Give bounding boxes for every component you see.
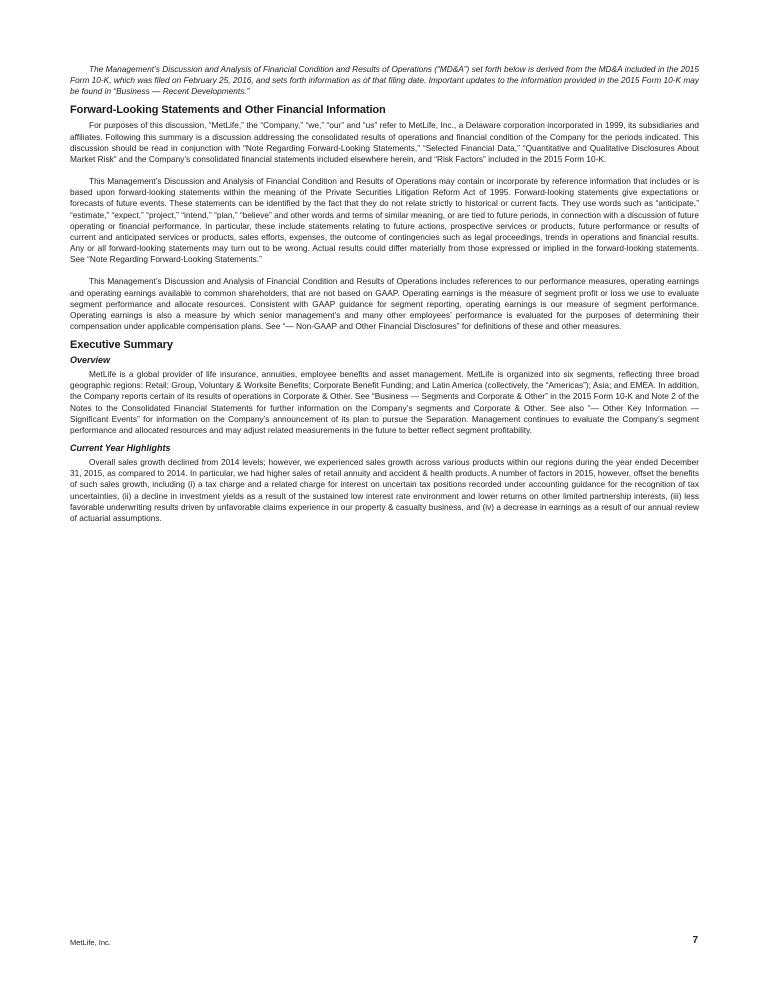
- overview-paragraph: MetLife is a global provider of life insurance, annuities, employee benefits and asset management. MetLife is organized into six segments, reflecting three broad geographic regions: Retail; Group, Voluntary & Worksite Benefits; Corporate Benefit Funding; and Latin America (collectively, the “Americas”); Asia; and EMEA. In addition, the Company reports certain of its results of operations in Corporate & Other. See “Business — Segments and Corporate & Other” in the 2015 Form 10-K and Note 2 of the Notes to the Consolidated Financial Statements for further information on the Company’s segments and Corporate & Other. See also “— Other Key Information — Significant Events” for information on the Company’s announcement of its plan to pursue the Separation. Management continues to evaluate the Company’s segment performance and allocated resources and may adjust related measurements in the future to better reflect segment profitability.: [70, 369, 699, 435]
- overview-heading: Overview: [70, 355, 111, 366]
- executive-summary-heading: Executive Summary: [70, 339, 173, 352]
- page-number: 7: [692, 935, 698, 946]
- highlights-heading: Current Year Highlights: [70, 443, 171, 454]
- footer-company: MetLife, Inc.: [70, 938, 111, 947]
- forward-looking-paragraph-1: For purposes of this discussion, “MetLife,” the “Company,” “we,” “our” and “us” refer to MetLife, Inc., a Delaware corporation incorporated in 1999, its subsidiaries and affiliates. Following this summary is a discussion addressing the consolidated results of operations and financial condition of the Company for the periods indicated. This discussion should be read in conjunction with “Note Regarding Forward-Looking Statements,” “Selected Financial Data,” “Quantitative and Qualitative Disclosures About Market Risk” and the Company’s consolidated financial statements included elsewhere herein, and “Risk Factors” included in the 2015 Form 10-K.: [70, 120, 699, 164]
- intro-paragraph: The Management’s Discussion and Analysis of Financial Condition and Results of Operations (“MD&A”) set forth below is derived from the MD&A included in the 2015 Form 10-K, which was filed on February 25, 2016, and sets forth information as of that filing date. Important updates to the information provided in the 2015 Form 10-K may be found in “Business — Recent Developments.”: [70, 64, 699, 97]
- forward-looking-heading: Forward-Looking Statements and Other Financial Information: [70, 104, 386, 117]
- forward-looking-paragraph-3: This Management’s Discussion and Analysis of Financial Condition and Results of Operations includes references to our performance measures, operating earnings and operating earnings available to common shareholders, that are not based on GAAP. Operating earnings is the measure of segment profit or loss we use to evaluate segment performance and allocate resources. Consistent with GAAP guidance for segment reporting, operating earnings is our measure of segment performance. Operating earnings is also a measure by which senior management’s and many other employees’ performance is evaluated for the purposes of determining their compensation under applicable compensation plans. See “— Non-GAAP and Other Financial Disclosures” for definitions of these and other measures.: [70, 276, 699, 331]
- page-content: [70, 64, 699, 535]
- highlights-paragraph: Overall sales growth declined from 2014 levels; however, we experienced sales growth across various products within our regions during the year ended December 31, 2015, as compared to 2014. In particular, we had higher sales of retail annuity and accident & health products. A number of factors in 2015, however, offset the benefits of such sales growth, including (i) a tax charge and a related charge for interest on uncertain tax positions recorded under accounting guidance for the recognition of tax uncertainties, (ii) a decline in investment yields as a result of the sustained low interest rate environment and lower returns on other limited partnership interests, (iii) less favorable underwriting results driven by unfavorable claims experience in our property & casualty business, and (iv) a decrease in earnings as a result of our annual review of actuarial assumptions.: [70, 457, 699, 523]
- forward-looking-paragraph-2: This Management’s Discussion and Analysis of Financial Condition and Results of Operations may contain or incorporate by reference information that includes or is based upon forward-looking statements within the meaning of the Private Securities Litigation Reform Act of 1995. Forward-looking statements give expectations or forecasts of future events. These statements can be identified by the fact that they do not relate strictly to historical or current facts. They use words such as “anticipate,” “estimate,” “expect,” “project,” “intend,” “plan,” “believe” and other words and terms of similar meaning, or are tied to future periods, in connection with a discussion of future operating or financial performance. In particular, these include statements relating to future actions, prospective services or products, future performance or results of current and anticipated services or products, sales efforts, expenses, the outcome of contingencies such as legal proceedings, trends in operations and financial results. Any or all forward-looking statements may turn out to be wrong. Actual results could differ materially from those expressed or implied in the forward-looking statements. See “Note Regarding Forward-Looking Statements.”: [70, 176, 699, 265]
